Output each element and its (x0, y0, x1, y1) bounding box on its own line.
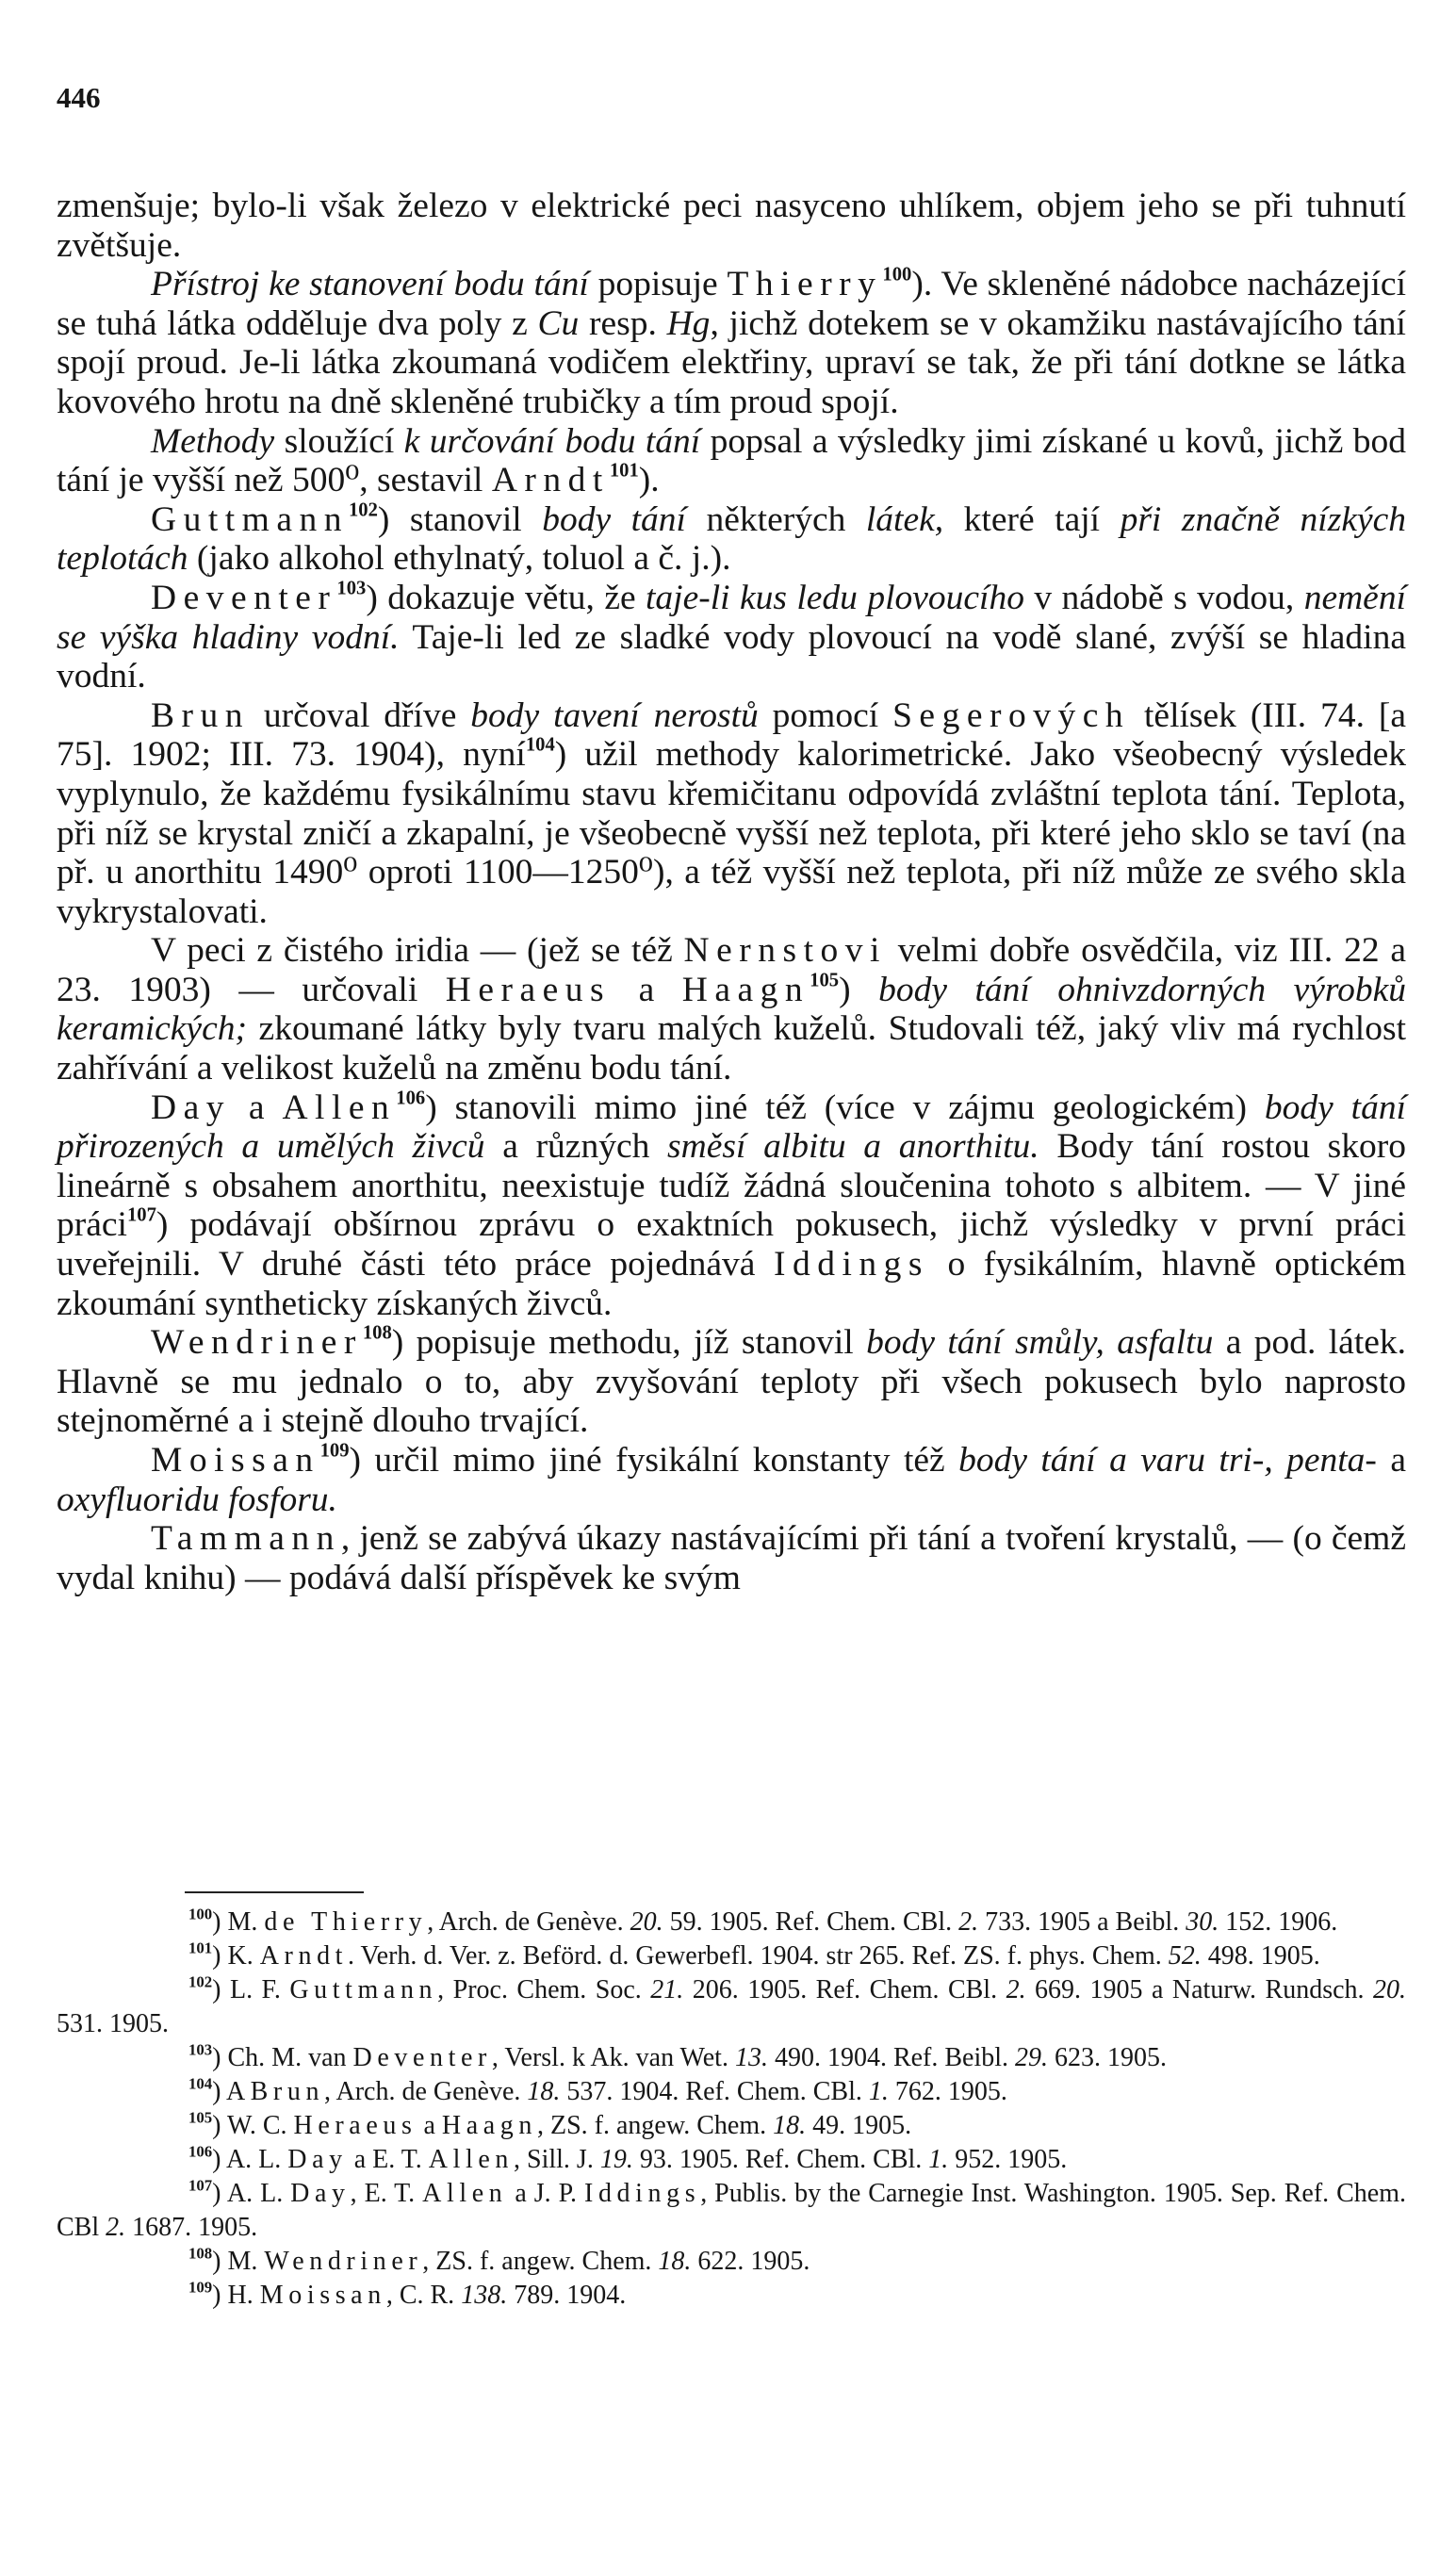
spaced-name: Guttmann (151, 499, 349, 539)
text-run: , ZS. f. angew. Chem. (422, 2247, 659, 2276)
text-run: a (230, 1088, 283, 1127)
text-run: ) dokazuje větu, že (366, 578, 646, 617)
italic-term: 2. (958, 1907, 979, 1937)
footnote-ref: 100 (882, 264, 912, 286)
text-run: 59. 1905. Ref. Chem. CBl. (663, 1907, 959, 1937)
text-run: ) W. C. (212, 2111, 294, 2140)
italic-term: k určování bodu tání (403, 421, 701, 461)
footnote-100 (57, 1906, 1406, 1939)
footnote-number: 101 (188, 1939, 213, 1957)
footnote-109 (57, 2279, 1406, 2313)
spaced-name: Allen (422, 2179, 508, 2208)
text-run: , jichž dotekem se v okamžiku nastávajícího tání spojí proud. Je-li látka zkoumaná vodičem elektřiny, upraví se tak, že při tání dotkne se látka kovového hrotu na dně skleněné trubičky a tím proud spojí. (57, 303, 1406, 421)
text-run: a (1376, 1441, 1406, 1480)
spaced-name: Arndt (259, 1941, 349, 1971)
footnote-106 (57, 2143, 1406, 2177)
italic-term: body tání (542, 499, 686, 539)
text-run: zkoumané látky byly tvaru malých kuželů. Studovali též, jaký vliv má rychlost zahřívání a velikost kuželů na změnu bodu tání. (57, 1009, 1406, 1088)
italic-term: body tání smůly, asfaltu (866, 1323, 1214, 1363)
text-run: tělísek (III. 74. [a 75]. 1902; III. 73. 1904), nyní (57, 695, 1406, 775)
spaced-name: Allen (282, 1088, 397, 1127)
italic-term: body tání přirozených a umělých živců (57, 1088, 1407, 1167)
italic-term: směsí albitu a anorthitu. (667, 1127, 1039, 1167)
text-run: (jako alkohol ethylnatý, toluol a č. j.). (188, 539, 731, 579)
spaced-name: Segerových (892, 695, 1131, 735)
text-run: Body tání rostou skoro lineárně s obsahem anorthitu, neexistuje tudíž žádná sloučenina tohoto s albitem. — V jiné práci (57, 1127, 1407, 1245)
text-run: některých (685, 499, 866, 539)
text-run: sloužící (274, 421, 404, 461)
footnote-ref: 109 (319, 1440, 350, 1462)
spaced-name: Moissan (151, 1441, 320, 1480)
text-run: , E. T. (350, 2179, 423, 2208)
footnote-ref: 108 (362, 1322, 392, 1344)
spaced-name: Iddings (773, 1245, 929, 1284)
italic-term: nemění se výška hladiny vodní. (57, 578, 1406, 657)
text-run: ) užil methody kalorimetrické. Jako všeobecný výsledek vyplynulo, že každému fysikálnímu stavu křemičitanu odpovídá zvláštní teplota tání. Teplota, při níž se krystal zničí a zkapalní, je všeobecně vyšší než teplota, při které jeho sklo se taví (na př. u anorthitu 1490⁰ oproti 1100—1250⁰), a též vyšší než teplota, při níž může ze svého skla vykrystalovati. (57, 735, 1406, 931)
footnote-ref: 103 (336, 578, 367, 599)
text-run: ) K. (212, 1941, 260, 1971)
italic-term: 18. (773, 2111, 807, 2140)
text-run: popsal a výsledky jimi získané u kovů, jichž bod tání je vyšší než 500⁰, sestavil (57, 421, 1406, 500)
footnote-ref: 104 (525, 734, 555, 756)
spaced-name: Day (287, 2145, 348, 2174)
footnote-number: 100 (188, 1905, 213, 1923)
text-run: ) (839, 970, 879, 1009)
text-run: 762. 1905. (888, 2077, 1007, 2106)
paragraph-1 (57, 187, 1406, 265)
paragraph-moissan (57, 1441, 1406, 1519)
text-run: a pod. látek. Hlavně se mu jednalo o to, aby zvyšování teploty při všech pokusech bylo naprosto stejnoměrné a i stejně dlouho trvající. (57, 1323, 1407, 1441)
italic-term: 2. (1006, 1975, 1026, 2004)
italic-term: Hg (666, 303, 711, 343)
footnote-ref: 106 (396, 1088, 426, 1109)
spaced-name: Iddings (584, 2179, 701, 2208)
text-run: které tají (943, 499, 1121, 539)
italic-term: 29. (1015, 2043, 1049, 2072)
footnote-number: 107 (188, 2176, 213, 2195)
text-run: , Arch. de Genève. (427, 1907, 630, 1937)
text-run: a (611, 970, 682, 1009)
text-run: 93. 1905. Ref. Chem. CBl. (632, 2145, 929, 2174)
italic-term: 30. (1186, 1907, 1219, 1937)
footnote-ref: 102 (348, 499, 378, 521)
text-run: 623. 1905. (1048, 2043, 1168, 2072)
spaced-name: Allen (428, 2145, 515, 2174)
paragraph-heraeus (57, 931, 1406, 1088)
spaced-name: Brun (250, 2077, 325, 2106)
text-run: ). Ve skleněné nádobce nacházející se tuhá látka odděluje dva poly z (57, 265, 1406, 343)
footnote-104 (57, 2075, 1406, 2109)
italic-term: 2. (106, 2213, 126, 2242)
spaced-name: Moissan (259, 2281, 386, 2310)
footnote-number: 106 (188, 2142, 213, 2161)
text-run: ) A (212, 2077, 251, 2106)
text-run: ) podávají obšírnou zprávu o exaktních pokusech, jichž výsledky v první práci uveřejnili. V druhé části této práce pojednává (57, 1205, 1406, 1284)
text-run: a J. P. (507, 2179, 585, 2208)
text-run: ) M. (212, 1907, 265, 1937)
italic-term: látek, (865, 499, 944, 539)
text-run: 49. 1905. (806, 2111, 912, 2140)
spaced-name: Haagn (441, 2111, 537, 2140)
italic-term: Cu (537, 303, 580, 343)
text-run: , Publis. by the Carnegie Inst. Washington. 1905. Sep. Ref. Chem. CBl (57, 2179, 1407, 2242)
paragraph-arndt (57, 422, 1406, 500)
text-run: 1687. 1905. (125, 2213, 258, 2242)
footnote-108 (57, 2245, 1406, 2279)
text-run: . Verh. d. Ver. z. Beförd. d. Gewerbefl. 1904. str 265. Ref. ZS. f. phys. Chem. (348, 1941, 1169, 1971)
italic-term: body tavení nerostů (470, 695, 759, 735)
text-run: ) A. L. (212, 2179, 291, 2208)
spaced-name: Arndt (491, 461, 610, 500)
text-run: 531. 1905. (57, 2009, 169, 2038)
text-run: a (417, 2111, 442, 2140)
footnote-107 (57, 2177, 1406, 2245)
text-run: velmi dobře osvědčila, viz III. 22 a 23. 1903) — určovali (57, 931, 1406, 1009)
text-run: zmenšuje; bylo-li však železo v elektrické peci nasyceno uhlíkem, objem jeho se při tuhnutí zvětšuje. (57, 187, 1406, 265)
text-run: ) L. F. (212, 1975, 290, 2004)
text-run: a E. T. (347, 2145, 429, 2174)
spaced-name: Day (151, 1088, 231, 1127)
text-run: 152. 1906. (1219, 1907, 1338, 1937)
spaced-name: Deventer (151, 578, 337, 617)
text-run: 669. 1905 a Naturw. Rundsch. (1025, 1975, 1373, 2004)
spaced-name: Deventer (352, 2043, 492, 2072)
italic-term: 18. (658, 2247, 692, 2276)
text-run: 789. 1904. (507, 2281, 627, 2310)
spaced-name: Thierry (727, 265, 883, 304)
text-run: 498. 1905. (1201, 1941, 1320, 1971)
text-run: V peci z čistého iridia — (jež se též (151, 931, 684, 971)
text-run: , Versl. k Ak. van Wet. (491, 2043, 735, 2072)
italic-term: taje-li kus ledu plovoucího (646, 578, 1024, 617)
spaced-name: Tammann (151, 1519, 341, 1559)
spaced-name: Day (290, 2179, 351, 2208)
footnote-number: 102 (188, 1972, 213, 1991)
spaced-name: Wendriner (264, 2247, 423, 2276)
footnote-ref: 105 (810, 970, 840, 991)
italic-term: 1. (868, 2077, 889, 2106)
footnote-101 (57, 1939, 1406, 1973)
text-run: a různých (484, 1127, 668, 1167)
italic-term: 19. (599, 2145, 633, 2174)
text-run: ) A. L. (212, 2145, 288, 2174)
italic-term: oxyfluoridu fosforu. (57, 1480, 337, 1519)
spaced-name: Brun (151, 695, 250, 735)
paragraph-brun (57, 696, 1406, 932)
footnote-105 (57, 2109, 1406, 2143)
spaced-name: Haagn (681, 970, 810, 1009)
italic-term: při značně nízkých teplotách (57, 499, 1406, 579)
spaced-name: Nernstovi (683, 931, 887, 971)
footnote-separator (185, 1891, 364, 1893)
text-run: 206. 1905. Ref. Chem. CBl. (683, 1975, 1006, 2004)
italic-term: 138. (461, 2281, 508, 2310)
paragraph-deventer (57, 579, 1406, 696)
text-run: 733. 1905 a Beibl. (978, 1907, 1186, 1937)
page-number: 446 (57, 81, 101, 114)
text-run: , Arch. de Genève. (324, 2077, 528, 2106)
text-run: , Proc. Chem. Soc. (437, 1975, 651, 2004)
footnote-103 (57, 2041, 1406, 2075)
text-run: o fysikálním, hlavně optickém zkoumání syntheticky získaných živců. (57, 1245, 1406, 1323)
italic-term: 18. (527, 2077, 561, 2106)
italic-term: 13. (734, 2043, 768, 2072)
spaced-name: Heraeus (293, 2111, 417, 2140)
text-run: , C. R. (385, 2281, 462, 2310)
italic-term: body tání ohnivzdorných výrobků keramických; (57, 970, 1406, 1049)
italic-term: Methody (151, 421, 275, 461)
text-run: popisuje (588, 265, 728, 304)
italic-term: 1. (928, 2145, 949, 2174)
text-run: ) popisuje methodu, jíž stanovil (391, 1323, 867, 1363)
text-run: resp. (579, 303, 667, 343)
paragraph-guttmann (57, 500, 1406, 579)
text-run: pomocí (758, 695, 893, 735)
text-run: 537. 1904. Ref. Chem. CBl. (560, 2077, 869, 2106)
italic-term: body tání a varu tri-, penta- (958, 1441, 1377, 1480)
footnote-ref: 101 (609, 460, 639, 482)
spaced-name: Heraeus (445, 970, 612, 1009)
footnote-102 (57, 1973, 1406, 2041)
footnote-number: 103 (188, 2040, 213, 2059)
paragraph-tammann (57, 1519, 1406, 1597)
footnote-number: 109 (188, 2278, 213, 2297)
text-run: ) H. (212, 2281, 260, 2310)
text-run: určoval dříve (250, 695, 471, 735)
body-text (57, 187, 1406, 1597)
italic-term: 20. (1373, 1975, 1406, 2004)
text-run: , Sill. J. (514, 2145, 600, 2174)
text-run: ) stanovili mimo jiné též (více v zájmu geologickém) (425, 1088, 1265, 1127)
text-run: 952. 1905. (948, 2145, 1068, 2174)
text-run: ) určil mimo jiné fysikální konstanty též (349, 1441, 959, 1480)
footnote-number: 108 (188, 2244, 213, 2263)
italic-term: 52. (1168, 1941, 1202, 1971)
paragraph-thierry (57, 265, 1406, 421)
spaced-name: de Thierry (264, 1907, 428, 1937)
footnote-ref: 107 (126, 1204, 156, 1226)
text-run: Taje-li led ze sladké vody plovoucí na vodě slané, zvýší se hladina vodní. (57, 617, 1406, 696)
footnote-number: 105 (188, 2108, 213, 2127)
text-run: 490. 1904. Ref. Beibl. (767, 2043, 1016, 2072)
italic-term: 21. (650, 1975, 684, 2004)
text-run: , jenž se zabývá úkazy nastávajícími při tání a tvoření krystalů, — (o čemž vydal knihu) — podává další příspěvek ke svým (57, 1519, 1406, 1597)
text-run: , ZS. f. angew. Chem. (536, 2111, 774, 2140)
spaced-name: Guttmann (289, 1975, 438, 2004)
spaced-name: Wendriner (151, 1323, 363, 1363)
text-run: 622. 1905. (691, 2247, 810, 2276)
footnote-number: 104 (188, 2074, 213, 2093)
text-run: ). (638, 461, 660, 500)
text-run: ) M. (212, 2247, 265, 2276)
text-run: v nádobě s vodou, (1023, 578, 1304, 617)
footnotes (57, 1906, 1406, 2313)
italic-term: Přístroj ke stanovení bodu tání (151, 265, 589, 304)
text-run: ) stanovil (377, 499, 543, 539)
paragraph-wendriner (57, 1323, 1406, 1441)
text-run: ) Ch. M. van (212, 2043, 353, 2072)
italic-term: 20. (630, 1907, 663, 1937)
paragraph-day-allen (57, 1088, 1406, 1324)
